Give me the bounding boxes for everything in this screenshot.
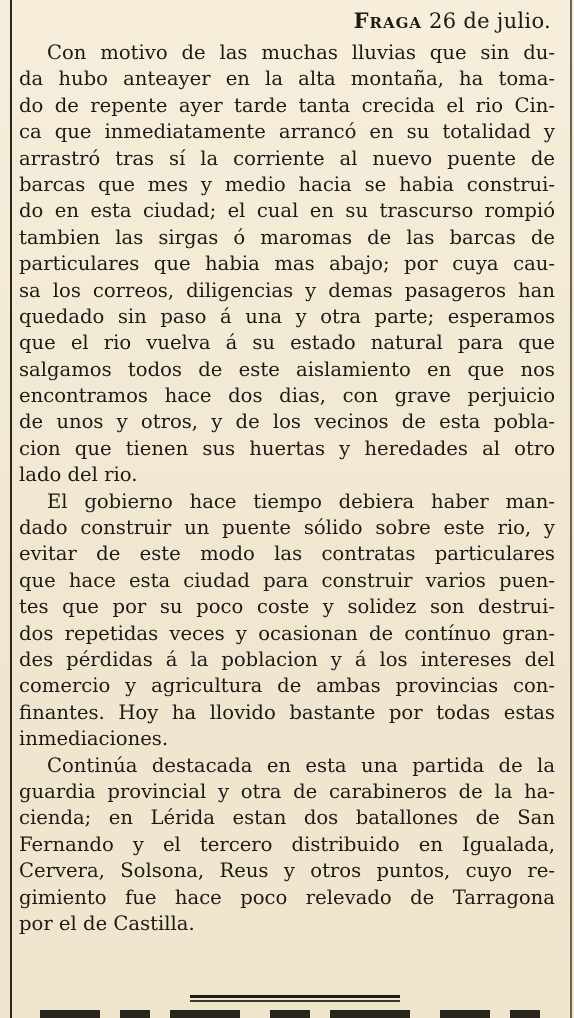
column-rule-left (10, 0, 12, 1018)
text-line: quedado sin paso á una y otra parte; esperamos (19, 304, 555, 328)
text-line: evitar de este modo las contratas particulares (19, 542, 555, 566)
text-line: Fernando y el tercero distribuido en Igualada, (19, 832, 555, 856)
text-line: da hubo anteayer en la alta montaña, ha toma- (19, 67, 555, 91)
news-article (19, 6, 555, 937)
text-line: dado construir un puente sólido sobre este rio, y (19, 516, 555, 540)
text-line: cienda; en Lérida estan dos batallones de San (19, 806, 555, 830)
text-line: Continúa destacada en esta una partida de la (47, 753, 555, 777)
text-line: El gobierno hace tiempo debiera haber man- (47, 489, 555, 513)
dateline-place: Fraga (353, 8, 423, 33)
text-line: do de repente ayer tarde tanta crecida el rio Cin- (19, 93, 555, 117)
text-line: des pérdidas á la poblacion y á los intereses del (19, 647, 555, 671)
text-line: particulares que habia mas abajo; por cuya cau- (19, 252, 555, 276)
dateline (19, 6, 555, 40)
text-line: arrastró tras sí la corriente al nuevo puente de (19, 146, 555, 170)
text-line: Con motivo de las muchas lluvias que sin du- (47, 41, 555, 64)
text-line: sa los correos, diligencias y demas pasageros han (19, 278, 555, 302)
next-headline-cutoff (40, 1010, 540, 1018)
text-line: dos repetidas veces y ocasionan de contínuo gran- (19, 621, 555, 645)
text-line: cion que tienen sus huertas y heredades al otro (19, 436, 555, 460)
text-line: encontramos hace dos dias, con grave perjuicio (19, 384, 555, 408)
text-line: comercio y agricultura de ambas provincias con- (19, 674, 555, 698)
text-line: Cervera, Solsona, Reus y otros puntos, cuyo re- (19, 859, 555, 883)
section-divider (190, 995, 400, 1003)
text-line: tambien las sirgas ó maromas de las barcas de (19, 225, 555, 249)
text-line: por el de Castilla. (19, 911, 195, 935)
text-line: gimiento fue hace poco relevado de Tarragona (19, 885, 555, 909)
article-body (19, 40, 555, 937)
column-rule-right (570, 0, 572, 1018)
text-line: inmediaciones. (19, 727, 169, 751)
article-paragraph (19, 753, 555, 938)
text-line: que el rio vuelva á su estado natural para que (19, 331, 555, 355)
text-line: de unos y otros, y de los vecinos de esta pobla- (19, 410, 555, 434)
article-paragraph (19, 40, 555, 489)
text-line: barcas que mes y medio hacia se habia construi- (19, 172, 555, 196)
text-line: finantes. Hoy ha llovido bastante por todas estas (19, 700, 555, 724)
text-line: ca que inmediatamente arrancó en su totalidad y (19, 120, 555, 144)
text-line: guardia provincial y otra de carabineros de la ha- (19, 779, 555, 803)
dateline-date: 26 de julio. (429, 9, 551, 33)
text-line: do en esta ciudad; el cual en su trascurso rompió (19, 199, 555, 223)
text-line: tes que por su poco coste y solidez son destrui- (19, 595, 555, 619)
article-paragraph (19, 489, 555, 753)
text-line: lado del rio. (19, 463, 138, 487)
text-line: que hace esta ciudad para construir varios puen- (19, 568, 555, 592)
text-line: salgamos todos de este aislamiento en que nos (19, 357, 555, 381)
